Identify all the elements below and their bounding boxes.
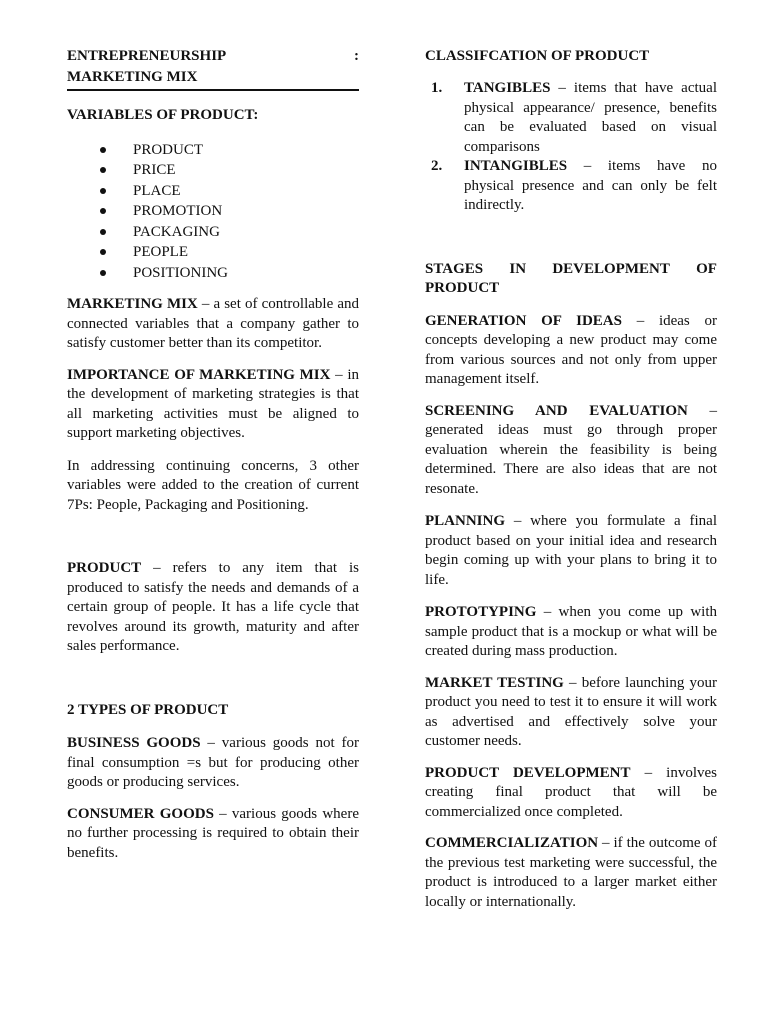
list-item: PROMOTION <box>67 201 359 222</box>
bullet-icon <box>100 208 106 214</box>
classification-heading: CLASSIFCATION OF PRODUCT <box>425 48 650 64</box>
stage-definition: – where you formulate a final product based on your initial idea and research begin coming up with your plans to bring it to life. <box>425 513 717 588</box>
stage-paragraph <box>425 764 717 823</box>
classification-list <box>425 79 717 216</box>
marketing-mix-term: MARKETING MIX <box>67 296 198 312</box>
bullet-icon <box>100 167 106 173</box>
stage-term: MARKET TESTING <box>425 674 564 691</box>
list-item: PRODUCT <box>67 140 359 161</box>
stage-definition: – when you come up with sample product that is a mockup or what will be created during mass production. <box>425 604 717 659</box>
stage-paragraph <box>425 603 717 662</box>
stage-term: PLANNING <box>425 513 506 529</box>
list-item: PLACE <box>67 181 359 202</box>
document-header-line2 <box>67 67 359 91</box>
list-item: PEOPLE <box>67 242 359 263</box>
stages-heading: STAGES IN DEVELOPMENT OF PRODUCT <box>425 260 717 296</box>
consumer-goods-definition: – various goods where no further processing is required to obtain their benefits. <box>67 805 359 861</box>
bullet-icon <box>100 249 106 255</box>
document-header <box>67 46 359 67</box>
consumer-goods-term: CONSUMER GOODS <box>67 805 214 822</box>
intangibles-definition: – items have no physical presence and can only be felt indirectly. <box>464 158 717 213</box>
bullet-icon <box>100 229 106 235</box>
stage-paragraph <box>425 402 717 500</box>
marketing-mix-paragraph <box>67 295 359 354</box>
list-number: 1. <box>431 80 443 96</box>
importance-definition: – in the development of marketing strategies is that all marketing activities must be aligned to support marketing objectives. <box>67 366 359 441</box>
stage-paragraph <box>425 512 717 590</box>
header-title-line2: MARKETING MIX <box>67 69 198 85</box>
bullet-icon <box>100 270 106 276</box>
header-colon: : <box>354 48 359 64</box>
list-item: POSITIONING <box>67 263 359 284</box>
importance-paragraph <box>67 366 359 444</box>
list-item <box>425 157 717 216</box>
left-column <box>67 46 359 863</box>
list-item: PACKAGING <box>67 222 359 243</box>
product-definition: – refers to any item that is produced to satisfy the needs and demands of a certain group of people. It has a life cycle that revolves around its growth, maturity and after sales performance. <box>67 560 359 654</box>
addressing-paragraph: In addressing continuing concerns, 3 other variables were added to the creation of current 7Ps: People, Packaging and Positioning. <box>67 457 359 513</box>
business-goods-term: BUSINESS GOODS <box>67 735 201 751</box>
stage-paragraph <box>425 312 717 390</box>
stage-term: SCREENING AND EVALUATION <box>425 402 688 419</box>
stage-definition: – before launching your product you need to test it to ensure it will work as advertised and effectively solve your customer needs. <box>425 674 718 749</box>
right-column <box>425 46 717 912</box>
business-goods-definition: – various goods not for final consumption =s but for producing other goods or producing services. <box>67 735 360 790</box>
header-title-line1: ENTREPRENEURSHIP <box>67 48 227 64</box>
bullet-icon <box>100 147 106 153</box>
list-item: PRICE <box>67 160 359 181</box>
variables-heading: VARIABLES OF PRODUCT: <box>67 107 259 123</box>
bullet-icon <box>100 188 106 194</box>
stage-term: PRODUCT DEVELOPMENT <box>425 764 631 781</box>
stage-term: PROTOTYPING <box>425 604 537 620</box>
product-paragraph <box>67 559 359 657</box>
variables-list <box>67 140 359 284</box>
intangibles-term: INTANGIBLES <box>464 158 568 174</box>
stage-term: GENERATION OF IDEAS <box>425 312 622 329</box>
stage-definition: – if the outcome of the previous test marketing were successful, the product is introduced to a larger market either locally or internationally. <box>425 835 717 910</box>
product-term: PRODUCT <box>67 560 142 576</box>
stage-paragraph <box>425 674 717 752</box>
stage-definition: – generated ideas must go through proper evaluation wherein the feasibility is being determined. There are also ideas that are not resonate. <box>425 402 717 497</box>
importance-term: IMPORTANCE OF MARKETING MIX <box>67 366 331 383</box>
types-heading: 2 TYPES OF PRODUCT <box>67 701 229 718</box>
tangibles-definition: – items that have actual physical appearance/ presence, benefits can be evaluated based on visual comparisons <box>464 80 717 155</box>
stage-term: COMMERCIALIZATION <box>425 835 599 851</box>
consumer-goods-paragraph <box>67 805 359 864</box>
list-item <box>425 79 717 157</box>
list-number: 2. <box>431 158 443 174</box>
stage-definition: – involves creating final product that will be commercialized once completed. <box>425 764 717 820</box>
marketing-mix-definition: – a set of controllable and connected variables that a company gather to satisfy customer better than its competitor. <box>67 296 359 351</box>
stage-definition: – ideas or concepts developing a new product may come from various sources and not only from upper management itself. <box>425 312 717 387</box>
tangibles-term: TANGIBLES <box>464 80 551 96</box>
business-goods-paragraph <box>67 734 359 793</box>
stage-paragraph <box>425 834 717 912</box>
